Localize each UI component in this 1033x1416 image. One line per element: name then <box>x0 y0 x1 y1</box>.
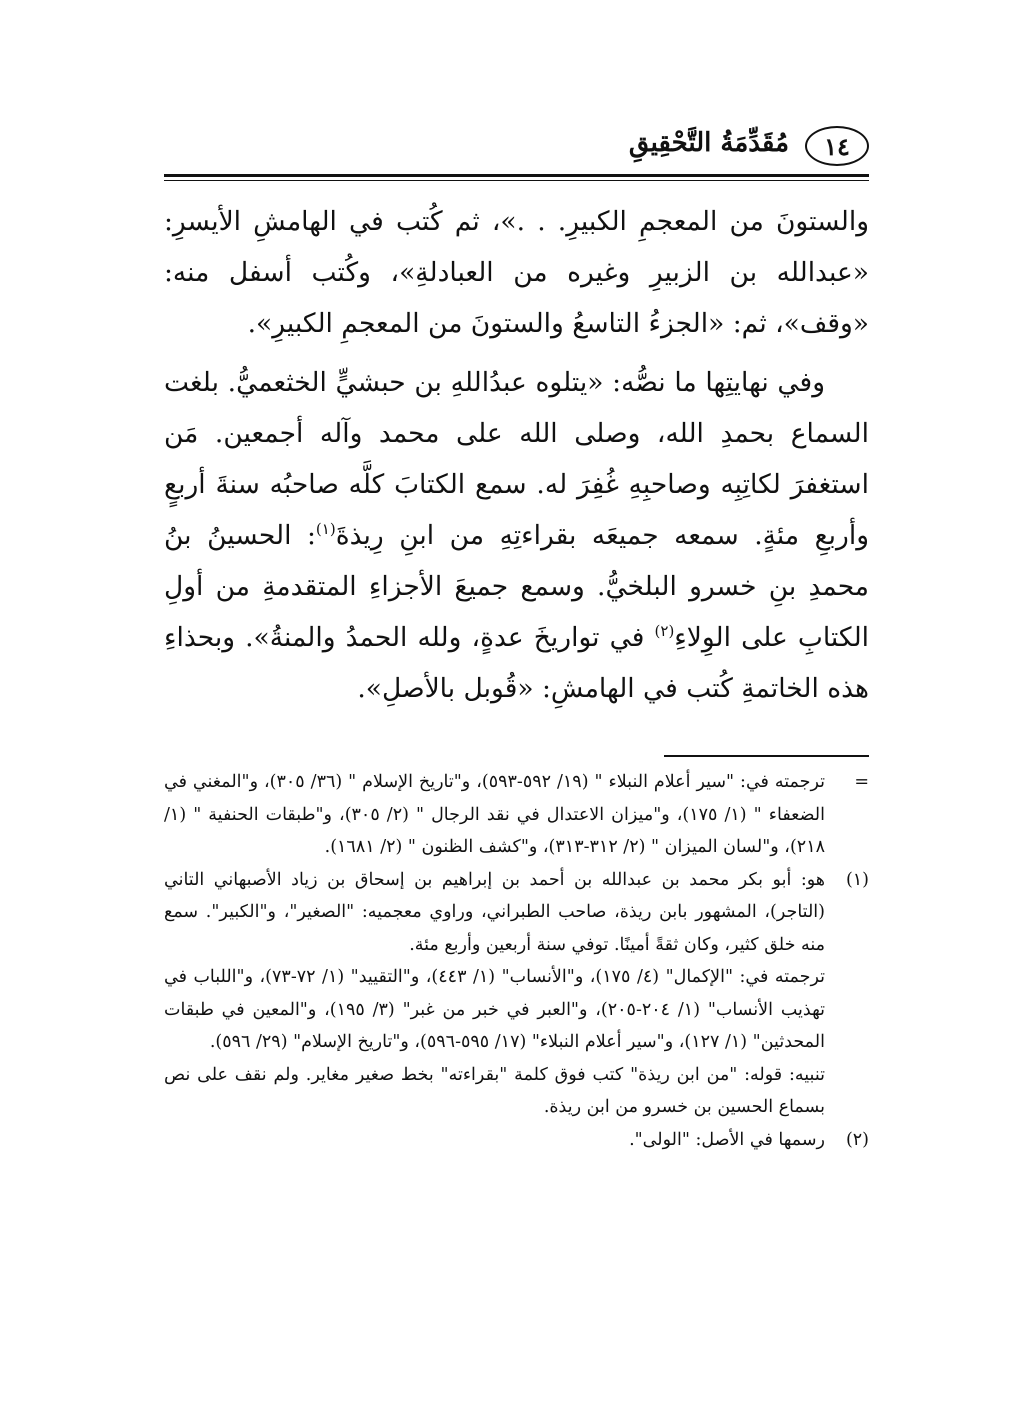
footnote-2 <box>164 1124 869 1157</box>
footnote-2-mark: (٢) <box>845 1129 869 1150</box>
footnote-separator <box>664 755 869 757</box>
header-rule-thick <box>164 174 869 177</box>
footnote-1-mark: (١) <box>845 869 869 890</box>
paragraph-2 <box>164 357 869 714</box>
main-text <box>164 196 869 714</box>
footnote-1-note: تنبيه: قوله: "من ابن ريذة" كتب فوق كلمة "بقراءته" بخط صغير مغاير. ولم نقف على نص بسماع الحسين بن خسرو من ابن ريذة. <box>164 1064 825 1117</box>
footnote-continuation-mark: = <box>854 772 869 792</box>
paragraph-1: والستونَ من المعجمِ الكبيرِ. . .»، ثم كُتب في الهامشِ الأيسرِ: «عبدالله بن الزبيرِ وغيره من العبادلةِ»، وكُتب أسفل منه: «وقف»، ثم: «الجزءُ التاسعُ والستونَ من المعجمِ الكبيرِ». <box>164 206 869 339</box>
footnote-continuation-text: ترجمته في: "سير أعلام النبلاء " (١٩/ ٥٩٢-٥٩٣)، و"تاريخ الإسلام " (٣٦/ ٣٠٥)، و"المغني في الضعفاء " (١/ ١٧٥)، و"ميزان الاعتدال في نقد الرجال " (٢/ ٣٠٥)، و"طبقات الحنفية " (١/ ٢١٨)، و"لسان الميزان " (٢/ ٣١٢-٣١٣)، و"كشف الظنون " (٢/ ١٦٨١). <box>164 772 825 857</box>
page-number: ١٤ <box>805 126 869 166</box>
paragraph-2-part-b: : الحسينُ بنُ محمدِ بنِ خسرو البلخيُّ. وسمع جميعَ الأجزاءِ المتقدمةِ من أولِ الكتابِ على الوِلاءِ <box>164 520 870 653</box>
footnote-continuation <box>164 766 869 864</box>
footnotes <box>164 766 869 1156</box>
running-title: مُقَدِّمَةُ التَّحْقِيقِ <box>628 128 789 158</box>
footnote-1 <box>164 864 869 1124</box>
footnote-1-bio: هو: أبو بكر محمد بن عبدالله بن أحمد بن إبراهيم بن إسحاق بن زياد الأصبهاني التاني (التاجر)، المشهور بابن ريذة، صاحب الطبراني، وراوي معجميه: "الصغير"، و"الكبير". سمع منه خلق كثير، وكان ثقةً أمينًا. توفي سنة أربعين وأربع مئة. <box>164 869 825 955</box>
footnote-ref-2[interactable]: (٢) <box>654 622 675 641</box>
header-rule-thin <box>164 180 869 181</box>
page-header <box>164 124 869 172</box>
paragraph-2-part-c: في تواريخَ عدةٍ، ولله الحمدُ والمنةُ». وبحذاءِ هذه الخاتمةِ كُتب في الهامشِ: «قُوبل بالأصلِ». <box>164 622 869 704</box>
footnote-1-sources: ترجمته في: "الإكمال" (٤/ ١٧٥)، و"الأنساب" (١/ ٤٤٣)، و"التقييد" (١/ ٧٢-٧٣)، و"اللباب في تهذيب الأنساب" (١/ ٢٠٤-٢٠٥)، و"العبر في خبر من غبر" (٣/ ١٩٥)، و"المعين في طبقات المحدثين" (١/ ١٢٧)، و"سير أعلام النبلاء" (١٧/ ٥٩٥-٥٩٦)، و"تاريخ الإسلام" (٢٩/ ٥٩٦). <box>164 967 826 1052</box>
footnote-2-text: رسمها في الأصل: "الولى". <box>629 1129 825 1150</box>
footnote-ref-1[interactable]: (١) <box>315 520 336 539</box>
paragraph-2-part-a: وفي نهايتِها ما نصُّه: «يتلوه عبدُاللهِ بن حبشيٍّ الخثعميُّ. بلغت السماع بحمدِ الله، وصلى الله على محمد وآله أجمعين. مَن استغفرَ لكاتِبِه وصاحبِهِ غُفِرَ له. سمع الكتابَ كلَّه صاحبُه سنةَ أربعٍ وأربعِ مئةٍ. سمعه جميعَه بقراءتِهِ من ابنِ رِيذةَ <box>164 367 870 551</box>
